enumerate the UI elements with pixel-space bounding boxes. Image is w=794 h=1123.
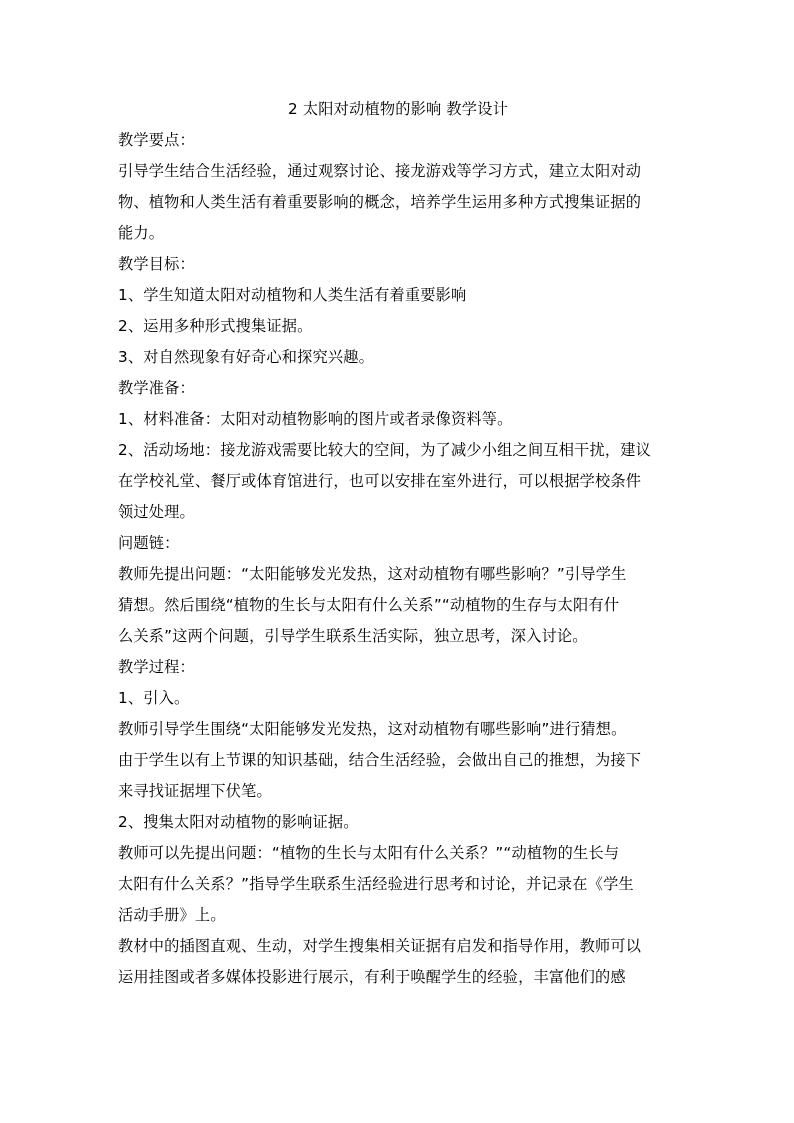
paragraph-line: 教师引导学生围绕“太阳能够发光发热，这对动植物有哪些影响”进行猜想。	[118, 720, 627, 738]
document-body	[118, 94, 678, 993]
paragraph-line: 在学校礼堂、餐厅或体育馆进行，也可以安排在室外进行，可以根据学校条件	[118, 472, 642, 490]
paragraph-line: 能力。	[118, 224, 165, 242]
section-heading-question-chain: 问题链：	[118, 534, 180, 552]
paragraph-line: 领过处理。	[118, 503, 195, 521]
list-item: 2、搜集太阳对动植物的影响证据。	[118, 813, 359, 831]
paragraph-line: 由于学生以有上节课的知识基础，结合生活经验，会做出自己的推想，为接下	[118, 751, 642, 769]
list-item: 2、活动场地：接龙游戏需要比较大的空间，为了减少小组之间互相干扰，建议	[118, 441, 652, 459]
list-item: 1、引入。	[118, 689, 190, 707]
section-heading-objectives: 教学目标：	[118, 255, 195, 273]
paragraph-line: 运用挂图或者多媒体投影进行展示，有利于唤醒学生的经验，丰富他们的感	[118, 968, 626, 986]
paragraph-line: 引导学生结合生活经验，通过观察讨论、接龙游戏等学习方式，建立太阳对动	[118, 162, 642, 180]
paragraph-line: 么关系”这两个问题，引导学生联系生活实际，独立思考，深入讨论。	[118, 627, 588, 645]
list-item: 3、对自然现象有好奇心和探究兴趣。	[118, 348, 375, 366]
document-title: 2 太阳对动植物的影响 教学设计	[288, 100, 508, 118]
paragraph-line: 来寻找证据埋下伏笔。	[118, 782, 272, 800]
paragraph-line: 教师先提出问题：“太阳能够发光发热，这对动植物有哪些影响？”引导学生	[118, 565, 627, 583]
paragraph-line: 教师可以先提出问题：“植物的生长与太阳有什么关系？”“动植物的生长与	[118, 844, 620, 862]
section-heading-process: 教学过程：	[118, 658, 195, 676]
list-item: 1、学生知道太阳对动植物和人类生活有着重要影响	[118, 286, 467, 304]
paragraph-line: 教材中的插图直观、生动，对学生搜集相关证据有启发和指导作用，教师可以	[118, 937, 642, 955]
paragraph-line: 活动手册》上。	[118, 906, 226, 924]
list-item: 2、运用多种形式搜集证据。	[118, 317, 313, 335]
paragraph-line: 猜想。然后围绕“植物的生长与太阳有什么关系”“动植物的生存与太阳有什	[118, 596, 620, 614]
section-heading-preparation: 教学准备：	[118, 379, 195, 397]
paragraph-line: 太阳有什么关系？”指导学生联系生活经验进行思考和讨论，并记录在《学生	[118, 875, 634, 893]
section-heading-key-points: 教学要点：	[118, 131, 195, 149]
paragraph-line: 物、植物和人类生活有着重要影响的概念，培养学生运用多种方式搜集证据的	[118, 193, 642, 211]
list-item: 1、材料准备：太阳对动植物影响的图片或者录像资料等。	[118, 410, 513, 428]
